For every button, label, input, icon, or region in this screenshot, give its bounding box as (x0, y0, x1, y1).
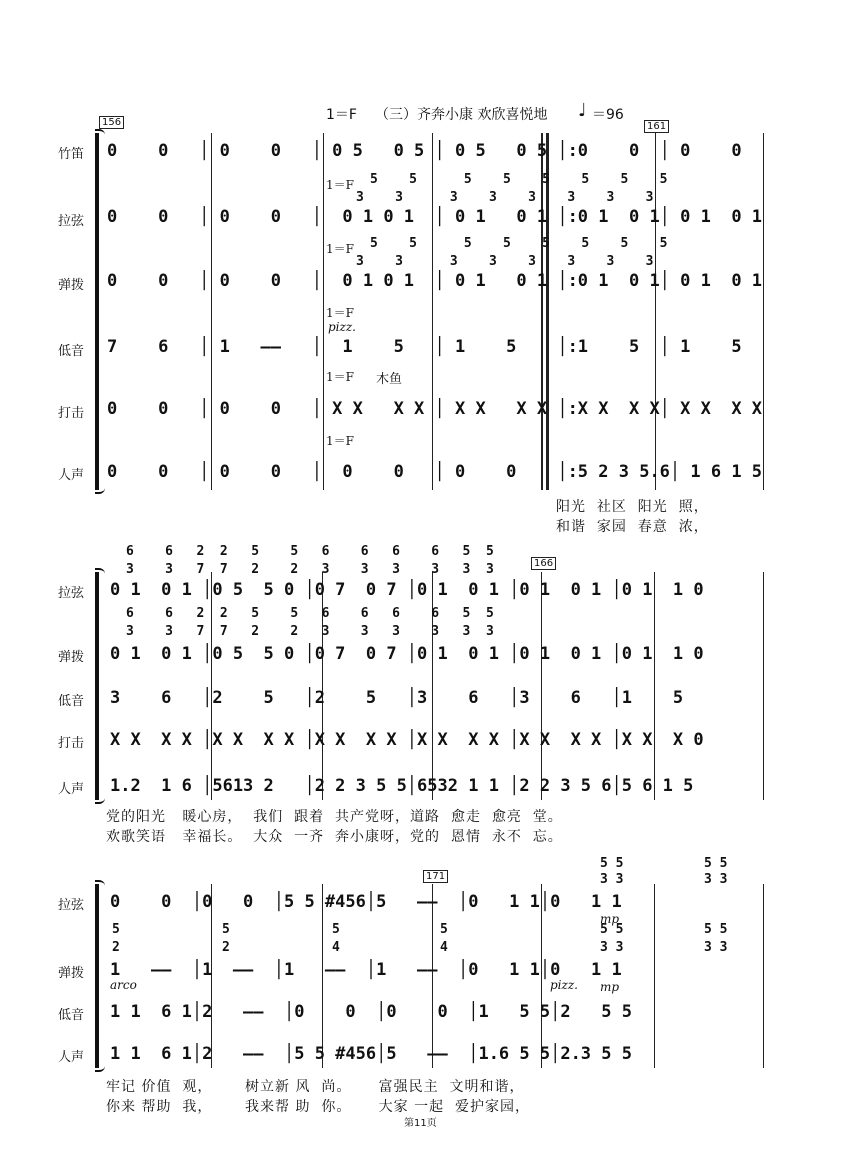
woodblock-label: 木鱼 (376, 372, 403, 387)
staff-row: 1 —— │1 —— │1 —— │1 —— │0 1 1│0 1 1 (110, 960, 622, 980)
section-title: （三）齐奔小康 欢欣喜悦地 (375, 107, 548, 123)
key-mark: 1＝F (326, 178, 354, 192)
tempo-value: ＝96 (592, 107, 624, 123)
instrument-label: 拉弦 (57, 214, 84, 229)
chord-upper: 5 5 (704, 856, 728, 871)
barline (323, 133, 324, 490)
barline (654, 572, 655, 800)
instrument-label: 拉弦 (57, 586, 84, 601)
instrument-label: 打击 (57, 736, 84, 751)
system2-bracket (95, 572, 99, 800)
chord-sustain: 2 (222, 940, 230, 955)
chord-upper: 3 3 7 7 2 2 3 3 3 3 3 3 (126, 562, 494, 577)
key-signature: 1＝F (326, 107, 357, 123)
staff-row: 0 0 │ 0 0 │ 0 1 0 1 │ 0 1 0 1 │:0 1 0 1│ 0 1 0 1 (107, 271, 763, 291)
lyrics-line: 你来 帮助 我， 我来帮 助 你。 大家 一起 爱护家园， (106, 1099, 531, 1115)
system1-bracket (95, 133, 99, 490)
staff-row: 0 0 │ 0 0 │ 0 1 0 1 │ 0 1 0 1 │:0 1 0 1│ 0 1 0 1 (107, 207, 763, 227)
key-mark: 1＝F (326, 370, 354, 384)
arco-marking: arco (110, 978, 137, 992)
staff-row: 1.2 1 6 │5613 2 │2 2 3 5 5│6532 1 1 │2 2 3 5 6│5 6 1 5 (110, 776, 694, 796)
chord-sustain: 4 (332, 940, 340, 955)
chord-upper: 3 3 (600, 940, 624, 955)
chord-upper: 3 3 (704, 940, 728, 955)
staff-row: X X X X │X X X X │X X X X │X X X X │X X X X │X X X 0 (110, 730, 704, 750)
staff-row: 1 1 6 1│2 —— │0 0 │0 0 │1 5 5│2 5 5 (110, 1002, 632, 1022)
instrument-label: 低音 (57, 344, 84, 359)
dynamic-mp: mp (600, 980, 620, 994)
chord-upper: 5 5 5 5 5 5 5 5 (370, 236, 668, 251)
staff-row: 0 0 │ 0 0 │ 0 5 0 5 │ 0 5 0 5 │:0 0 │ 0 0 (107, 141, 742, 161)
key-mark: 1＝F (326, 434, 354, 448)
staff-row: 0 0 │0 0 │5 5 #456│5 —— │0 1 1│0 1 1 (110, 892, 622, 912)
instrument-label: 打击 (57, 406, 84, 421)
chord-upper: 5 5 5 5 5 5 5 5 (370, 172, 668, 187)
key-mark: 1＝F (326, 306, 354, 320)
barline (763, 572, 764, 800)
chord-sustain: 2 (112, 940, 120, 955)
staff-row: 7 6 │ 1 —— │ 1 5 │ 1 5 │:1 5 │ 1 5 (107, 337, 742, 357)
lyrics-line: 阳光 社区 阳光 照， (556, 499, 709, 515)
system3-bracket (95, 884, 99, 1068)
chord-upper: 5 5 (600, 856, 624, 871)
lyrics-line: 和谐 家园 春意 浓， (556, 519, 709, 535)
instrument-label: 竹笛 (57, 147, 84, 162)
chord-upper: 6 6 2 2 5 5 6 6 6 6 5 5 (126, 544, 494, 559)
chord-upper: 3 3 3 3 3 3 3 3 (356, 190, 654, 205)
staff-row: 3 6 │2 5 │2 5 │3 6 │3 6 │1 5 (110, 688, 684, 708)
instrument-label: 弹拨 (57, 278, 84, 293)
chord-sustain: 4 (440, 940, 448, 955)
instrument-label: 人声 (57, 782, 84, 797)
chord-upper: 3 3 (600, 872, 624, 887)
key-mark: 1＝F (326, 242, 354, 256)
instrument-label: 低音 (57, 1008, 84, 1023)
pizz-marking: pizz. (550, 978, 578, 992)
barline (211, 133, 212, 490)
barline (654, 884, 655, 1068)
chord-sustain: 5 (440, 922, 448, 937)
instrument-label: 人声 (57, 1050, 84, 1065)
chord-upper: 3 3 (704, 872, 728, 887)
measure-number-171: 171 (423, 870, 448, 883)
staff-row: 0 0 │ 0 0 │ 0 0 │ 0 0 │:5 2 3 5.6│ 1 6 1 5 (107, 462, 763, 482)
tempo-note-icon: ♩ (578, 100, 587, 121)
measure-number-156: 156 (99, 116, 124, 129)
chord-sustain: 5 (222, 922, 230, 937)
chord-lower: 3 3 7 7 2 2 3 3 3 3 3 3 (126, 624, 494, 639)
lyrics-line: 牢记 价值 观， 树立新 风 尚。 富强民主 文明和谐， (106, 1079, 525, 1095)
instrument-label: 拉弦 (57, 898, 84, 913)
measure-number-166: 166 (531, 557, 556, 570)
staff-row: 0 1 0 1 │0 5 5 0 │0 7 0 7 │0 1 0 1 │0 1 0 1 │0 1 1 0 (110, 580, 704, 600)
dynamic-mp: mp (600, 912, 620, 926)
chord-upper: 5 5 (704, 922, 728, 937)
lyrics-line: 党的阳光 暖心房， 我们 跟着 共产党呀，道路 愈走 愈亮 堂。 (106, 809, 563, 825)
pizz-marking: pizz. (328, 320, 356, 334)
lyrics-line: 欢歌笑语 幸福长。 大众 一齐 奔小康呀，党的 恩情 永不 忘。 (106, 829, 563, 845)
barline (763, 133, 764, 490)
instrument-label: 人声 (57, 468, 84, 483)
chord-sustain: 5 (112, 922, 120, 937)
chord-sustain: 5 (332, 922, 340, 937)
barline (763, 884, 764, 1068)
measure-number-161: 161 (644, 120, 669, 133)
staff-row: 0 0 │ 0 0 │ X X X X │ X X X X │:X X X X│ X X X X (107, 399, 763, 419)
chord-upper: 3 3 3 3 3 3 3 3 (356, 254, 654, 269)
staff-row: 0 1 0 1 │0 5 5 0 │0 7 0 7 │0 1 0 1 │0 1 0 1 │0 1 1 0 (110, 644, 704, 664)
staff-row: 1 1 6 1│2 —— │5 5 #456│5 —— │1.6 5 5│2.3 5 5 (110, 1044, 632, 1064)
instrument-label: 低音 (57, 694, 84, 709)
chord-lower: 6 6 2 2 5 5 6 6 6 6 5 5 (126, 606, 494, 621)
page-number: 第11页 (404, 1118, 437, 1129)
chord-upper: 5 5 (600, 922, 624, 937)
instrument-label: 弹拨 (57, 966, 84, 981)
barline (541, 572, 542, 800)
instrument-label: 弹拨 (57, 650, 84, 665)
